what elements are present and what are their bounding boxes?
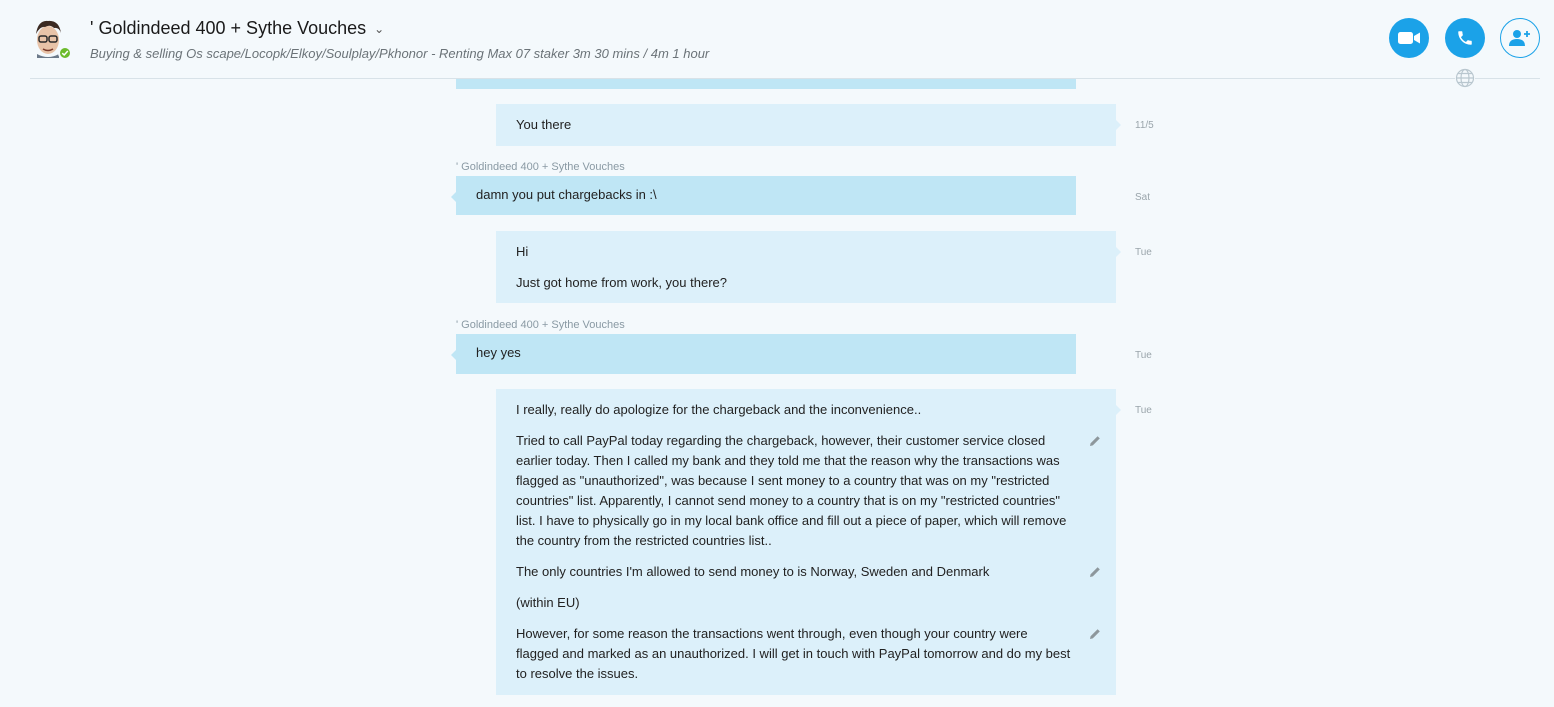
message-text: Just got home from work, you there? bbox=[516, 275, 727, 290]
conversation-header bbox=[0, 0, 1554, 79]
online-status-icon bbox=[58, 46, 72, 60]
add-people-button[interactable] bbox=[1500, 18, 1540, 58]
message-paragraph: I really, really do apologize for the chargeback and the inconvenience.. bbox=[516, 402, 922, 417]
message-bubble-outgoing[interactable] bbox=[496, 104, 1116, 146]
bubble-tail bbox=[1116, 120, 1121, 130]
edited-pencil-icon[interactable] bbox=[1088, 434, 1102, 448]
message-timestamp: Tue bbox=[1135, 247, 1152, 258]
message-bubble-outgoing[interactable] bbox=[496, 389, 1116, 695]
edited-pencil-icon[interactable] bbox=[1088, 627, 1102, 641]
add-person-icon bbox=[1509, 29, 1531, 47]
message-paragraph-line: list. I have to physically go in my local bank office and fill out a piece of paper, which will remove bbox=[516, 513, 1067, 528]
edited-pencil-icon[interactable] bbox=[1088, 565, 1102, 579]
contact-name: ' Goldindeed 400 + Sythe Vouches bbox=[90, 18, 367, 38]
message-paragraph-line: flagged as "unauthorized", was because I sent money to a country that was on my "restricted bbox=[516, 473, 1050, 488]
contact-title[interactable] bbox=[90, 18, 384, 39]
message-timestamp: Tue bbox=[1135, 405, 1152, 416]
message-bubble-partial bbox=[456, 79, 1076, 89]
message-bubble-outgoing[interactable] bbox=[496, 231, 1116, 303]
message-paragraph-line: countries" list. Apparently, I cannot send money to a country that is on my "restricted countries" bbox=[516, 493, 1060, 508]
message-paragraph-line: However, for some reason the transactions went through, even though your country were bbox=[516, 626, 1028, 641]
mood-message: Buying & selling Os scape/Locopk/Elkoy/Soulplay/Pkhonor - Renting Max 07 staker 3m 30 mins / 4m 1 hour bbox=[90, 46, 710, 61]
message-timestamp: 11/5 bbox=[1135, 120, 1154, 131]
message-text: You there bbox=[516, 117, 572, 132]
message-text: Hi bbox=[516, 244, 529, 259]
message-text: hey yes bbox=[476, 345, 521, 360]
message-paragraph-line: earlier today. Then I called my bank and they told me that the reason why the transactions was bbox=[516, 453, 1060, 468]
message-paragraph: The only countries I'm allowed to send money to is Norway, Sweden and Denmark bbox=[516, 564, 990, 579]
message-sender: ' Goldindeed 400 + Sythe Vouches bbox=[456, 319, 625, 331]
globe-icon[interactable] bbox=[1455, 68, 1475, 88]
bubble-tail bbox=[1116, 247, 1121, 257]
video-camera-icon bbox=[1398, 31, 1420, 45]
chevron-down-icon[interactable]: ⌄ bbox=[374, 21, 385, 36]
message-timestamp: Tue bbox=[1135, 350, 1152, 361]
message-paragraph-line: Tried to call PayPal today regarding the chargeback, however, their customer service closed bbox=[516, 433, 1046, 448]
message-paragraph-line: to resolve the issues. bbox=[516, 666, 639, 681]
message-paragraph-line: flagged and marked as an unauthorized. I will get in touch with PayPal tomorrow and do my best bbox=[516, 646, 1071, 661]
message-timestamp: Sat bbox=[1135, 192, 1151, 203]
phone-icon bbox=[1456, 29, 1474, 47]
video-call-button[interactable] bbox=[1389, 18, 1429, 58]
message-bubble-incoming[interactable] bbox=[456, 176, 1076, 215]
message-text: damn you put chargebacks in :\ bbox=[476, 187, 657, 202]
message-paragraph-line: the country from the restricted countries list.. bbox=[516, 533, 772, 548]
audio-call-button[interactable] bbox=[1445, 18, 1485, 58]
message-paragraph: (within EU) bbox=[516, 595, 580, 610]
message-bubble-incoming[interactable] bbox=[456, 334, 1076, 374]
message-sender: ' Goldindeed 400 + Sythe Vouches bbox=[456, 161, 625, 173]
bubble-tail bbox=[1116, 405, 1121, 415]
